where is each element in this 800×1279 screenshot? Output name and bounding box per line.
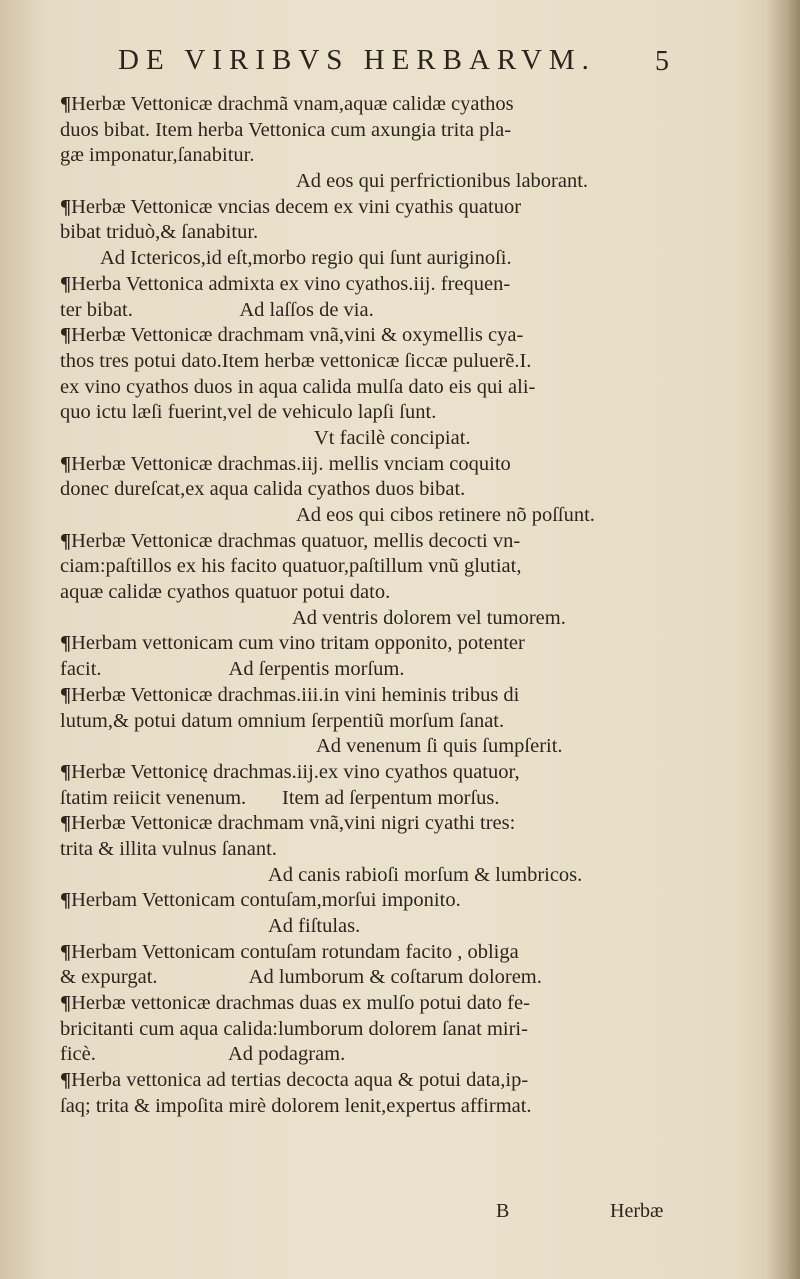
line-text: Ad venenum ſi quis ſumpſerit. xyxy=(316,735,563,758)
line-text: ſaq; trita & impoſita mirè dolorem lenit,expertus affirmat. xyxy=(60,1094,532,1117)
text-line xyxy=(60,503,675,529)
line-text: Ad Ictericos,id eſt,morbo regio qui ſunt auriginoſi. xyxy=(100,247,512,270)
pilcrow-mark: ¶ xyxy=(60,889,72,912)
line-text: Herba vettonica ad tertias decocta aqua & potui data,ip- xyxy=(71,1069,529,1092)
line-text: Herbam Vettonicam contuſam rotundam facito , obliga xyxy=(71,940,519,963)
pilcrow-mark: ¶ xyxy=(60,93,72,115)
line-text: Herbæ Vettonicæ drachmas.iii.in vini heminis tribus di xyxy=(71,683,520,706)
text-line xyxy=(60,837,675,863)
pilcrow-mark: ¶ xyxy=(60,632,72,655)
line-text: lutum,& potui datum omnium ſerpentiũ morſum ſanat. xyxy=(60,709,505,732)
text-line xyxy=(60,143,675,169)
pilcrow-mark: ¶ xyxy=(60,529,72,552)
pilcrow-mark: ¶ xyxy=(60,452,72,475)
paragraph-first-line xyxy=(60,760,675,786)
paragraph-first-line xyxy=(60,272,675,298)
signature-mark: B xyxy=(496,1200,510,1222)
line-text: Herbæ Vettonicæ drachmã vnam,aquæ calidæ cyathos xyxy=(71,93,514,115)
pilcrow-mark: ¶ xyxy=(60,940,72,963)
paragraph-first-line xyxy=(60,991,675,1017)
paragraph-first-line xyxy=(60,888,675,914)
line-text: Ad canis rabioſi morſum & lumbricos. xyxy=(268,863,583,886)
text-line xyxy=(60,657,675,683)
line-text: aquæ calidæ cyathos quatuor potui dato. xyxy=(60,581,391,604)
line-text: Herba Vettonica admixta ex vino cyathos.iij. frequen- xyxy=(71,272,511,295)
text-line xyxy=(60,400,675,426)
line-text: quo ictu læſi fuerint,vel de vehiculo lapſi ſunt. xyxy=(60,401,437,424)
line-text: bricitanti cum aqua calida:lumborum dolorem ſanat miri- xyxy=(60,1017,528,1040)
paragraph-first-line xyxy=(60,811,675,837)
pilcrow-mark: ¶ xyxy=(60,324,72,347)
paragraph-first-line xyxy=(60,452,675,478)
text-line xyxy=(60,914,675,940)
line-text: trita & illita vulnus ſanant. xyxy=(60,837,277,860)
pilcrow-mark: ¶ xyxy=(60,812,72,835)
text-line xyxy=(60,606,675,632)
line-text: gæ imponatur,ſanabitur. xyxy=(60,144,255,167)
line-text: Herbæ Vettonicæ drachmas.iij. mellis vnciam coquito xyxy=(71,452,511,475)
paragraph-first-line xyxy=(60,92,675,118)
pilcrow-mark: ¶ xyxy=(60,992,72,1015)
paragraph-first-line xyxy=(60,683,675,709)
text-line xyxy=(60,734,675,760)
text-line xyxy=(60,220,675,246)
folio-number: 5 xyxy=(655,46,669,77)
line-text: Ad eos qui perfrictionibus laborant. xyxy=(296,170,589,193)
paragraph-first-line xyxy=(60,631,675,657)
line-text: Ad eos qui cibos retinere nõ poſſunt. xyxy=(296,504,595,526)
text-line xyxy=(60,349,675,375)
line-text: ciam:paſtillos ex his facito quatuor,paſtillum vnũ glutiat, xyxy=(60,555,522,578)
line-text: donec dureſcat,ex aqua calida cyathos duos bibat. xyxy=(60,478,466,501)
page-footer xyxy=(0,1200,800,1230)
line-text: Herbæ Vettonicæ drachmam vnã,vini nigri cyathi tres: xyxy=(71,812,516,835)
text-line xyxy=(60,375,675,401)
line-text: Herbæ Vettonicæ drachmam vnã,vini & oxymellis cya- xyxy=(71,324,524,347)
line-text: Ad ventris dolorem vel tumorem. xyxy=(292,606,566,629)
paragraph-first-line xyxy=(60,1068,675,1094)
line-text: Herbæ vettonicæ drachmas duas ex mulſo potui dato fe- xyxy=(71,992,530,1015)
line-text: duos bibat. Item herba Vettonica cum axungia trita pla- xyxy=(60,118,512,141)
line-text: ex vino cyathos duos in aqua calida mulſa dato eis qui ali- xyxy=(60,375,536,398)
page-gutter-shadow xyxy=(766,0,800,1279)
line-text: Herbam Vettonicam contuſam,morſui imponito. xyxy=(71,889,461,912)
text-line xyxy=(60,709,675,735)
text-line xyxy=(60,169,675,195)
paragraph-first-line xyxy=(60,940,675,966)
pilcrow-mark: ¶ xyxy=(60,272,72,295)
text-line xyxy=(60,1042,675,1068)
text-line xyxy=(60,118,675,144)
text-line xyxy=(60,965,675,991)
pilcrow-mark: ¶ xyxy=(60,195,72,218)
line-text: Ad fiſtulas. xyxy=(268,915,361,937)
line-text: bibat triduò,& ſanabitur. xyxy=(60,221,259,244)
text-line xyxy=(60,426,675,452)
line-text: facit. Ad ſerpentis morſum. xyxy=(60,658,405,681)
text-block xyxy=(60,92,675,1120)
paragraph-first-line xyxy=(60,195,675,221)
line-text: Herbam vettonicam cum vino tritam opponito, potenter xyxy=(71,632,525,655)
line-text: Herbæ Vettonicę drachmas.iij.ex vino cyathos quatuor, xyxy=(71,760,520,783)
line-text: ſtatim reiicit venenum. Item ad ſerpentum morſus. xyxy=(60,786,500,809)
line-text: Vt facilè concipiat. xyxy=(314,426,471,449)
text-line xyxy=(60,246,675,272)
line-text: Herbæ Vettonicæ vncias decem ex vini cyathis quatuor xyxy=(71,195,522,218)
pilcrow-mark: ¶ xyxy=(60,683,72,706)
text-line xyxy=(60,580,675,606)
line-text: Herbæ Vettonicæ drachmas quatuor, mellis decocti vn- xyxy=(71,529,521,552)
paragraph-first-line xyxy=(60,323,675,349)
pilcrow-mark: ¶ xyxy=(60,760,72,783)
line-text: ter bibat. Ad laſſos de via. xyxy=(60,298,374,321)
text-line xyxy=(60,1017,675,1043)
text-line xyxy=(60,477,675,503)
text-line xyxy=(60,1094,675,1120)
text-line xyxy=(60,298,675,324)
paragraph-first-line xyxy=(60,529,675,555)
text-line xyxy=(60,863,675,889)
running-head: DE VIRIBVS HERBARVM. xyxy=(118,44,596,76)
line-text: thos tres potui dato.Item herbæ vettonicæ ſiccæ puluerẽ.I. xyxy=(60,349,532,372)
text-line xyxy=(60,554,675,580)
catchword: Herbæ xyxy=(610,1200,664,1222)
pilcrow-mark: ¶ xyxy=(60,1069,72,1092)
text-line xyxy=(60,786,675,812)
line-text: & expurgat. Ad lumborum & coſtarum dolorem. xyxy=(60,966,542,989)
line-text: ficè. Ad podagram. xyxy=(60,1043,346,1066)
